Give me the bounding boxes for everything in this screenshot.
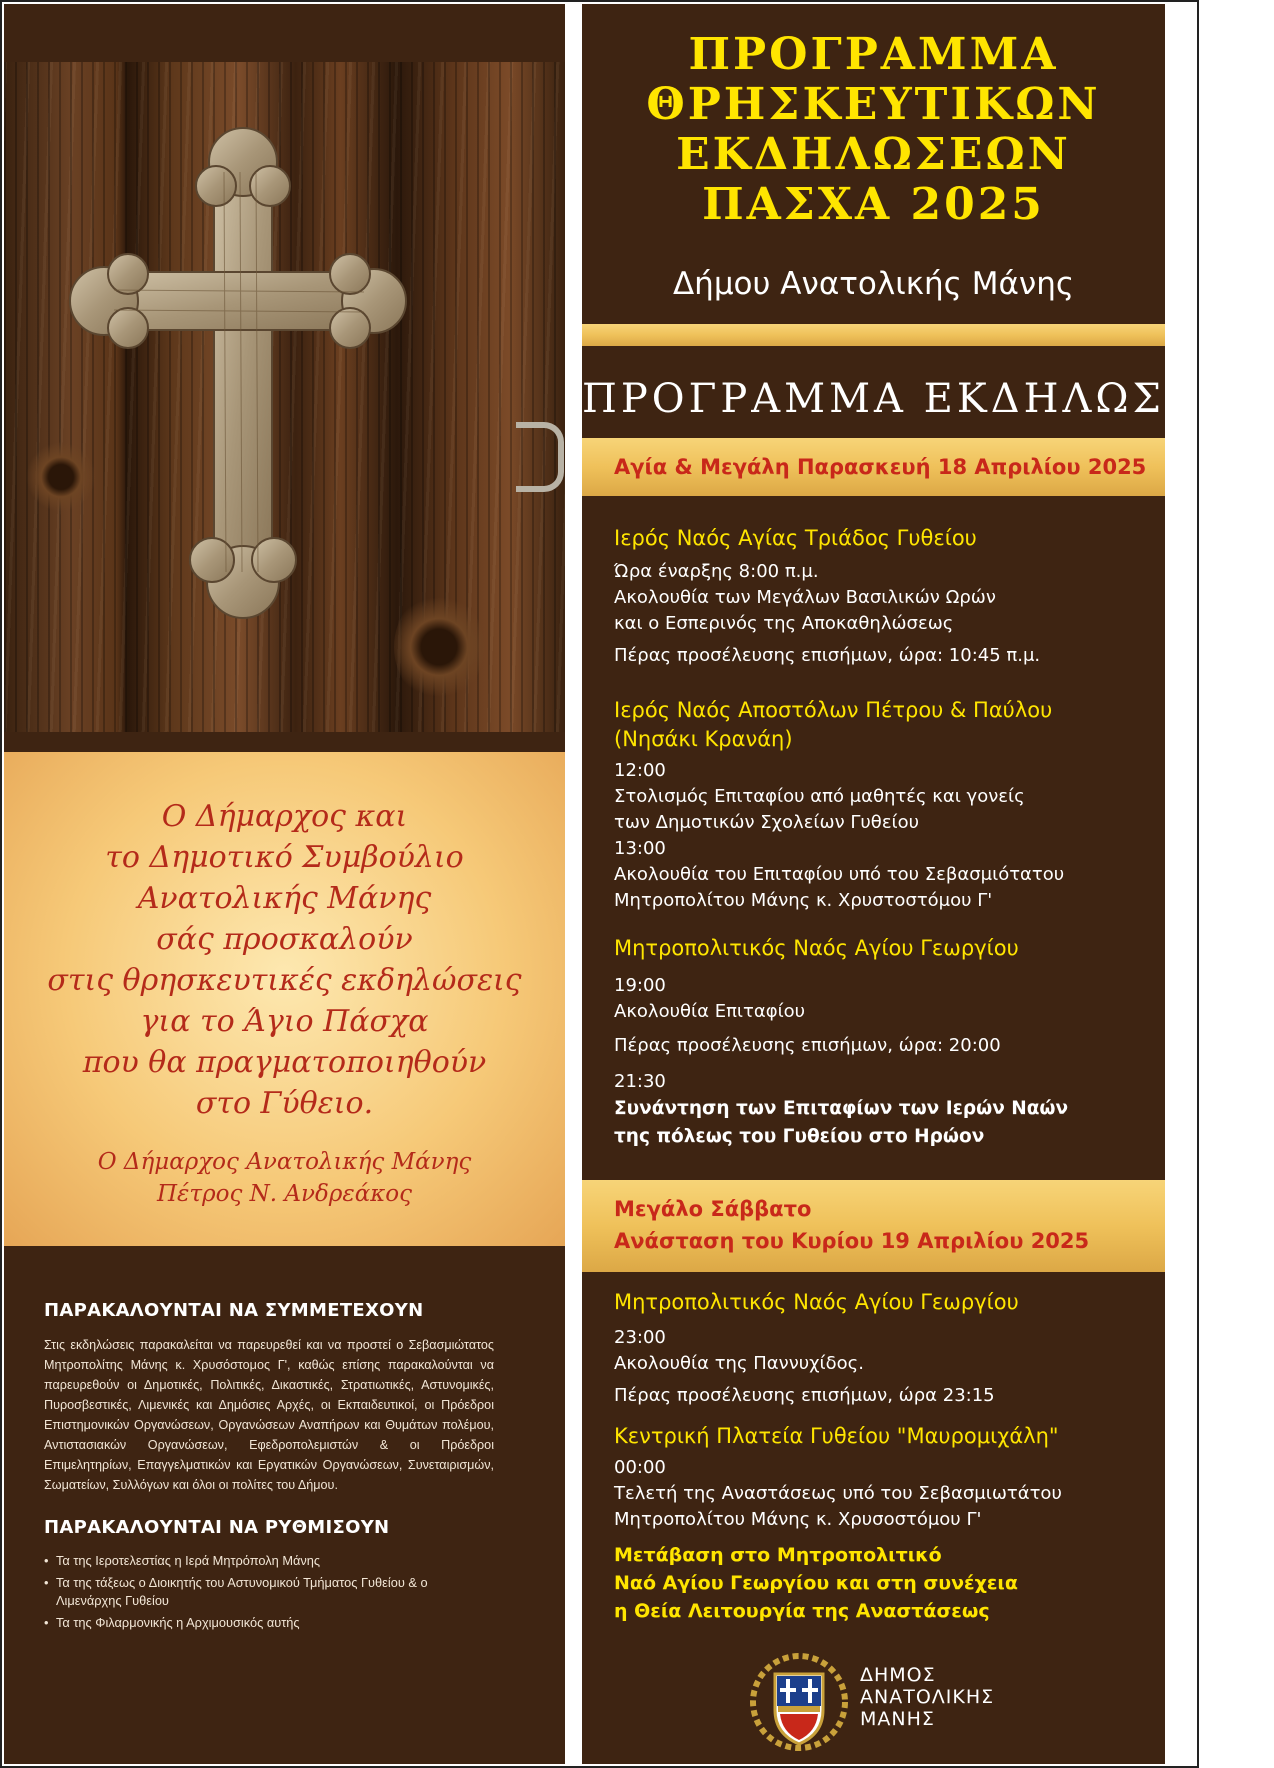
event-line: Μητροπολίτου Μάνης κ. Χρυσοστόμου Γ' [614, 1509, 982, 1530]
church-name: Ιερός Ναός Αποστόλων Πέτρου & Παύλου [614, 698, 1053, 722]
poster-title [582, 30, 1165, 230]
event-block [614, 934, 1154, 1151]
event-line: Τελετή της Αναστάσεως υπό του Σεβασμιωτάτου [614, 1483, 1062, 1504]
municipality-emblem-icon [750, 1652, 848, 1752]
event-line: και ο Εσπερινός της Αποκαθηλώσεως [614, 613, 954, 634]
signature-name: Πέτρος Ν. Ανδρεάκος [156, 1181, 413, 1207]
event-block [614, 524, 1154, 669]
invitation-line: σάς προσκαλούν [156, 922, 413, 957]
participate-heading: ΠΑΡΑΚΑΛΟΥΝΤΑΙ ΝΑ ΣΥΜΜΕΤΕΧΟΥΝ [44, 1300, 424, 1321]
program-title: ΠΡΟΓΡΑΜΜΑ ΕΚΔΗΛΩΣΕΩΝ [582, 376, 1274, 422]
poster-subtitle: Δήμου Ανατολικής Μάνης [672, 266, 1075, 302]
invitation-line: Ανατολικής Μάνης [137, 881, 432, 916]
right-column [582, 4, 1274, 1764]
saturday-label: Ανάσταση του Κυρίου 19 Απριλίου 2025 [614, 1229, 1090, 1253]
list-item: • Τα της Φιλαρμονικής η Αρχιμουσικός αυτής [44, 1614, 494, 1632]
logo-line: ΑΝΑΤΟΛΙΚΗΣ [860, 1686, 995, 1708]
logo-line: ΔΗΜΟΣ [860, 1664, 936, 1686]
event-block [614, 1288, 1154, 1409]
wooden-door-photo [4, 62, 565, 732]
event-highlight: Συνάντηση των Επιταφίων των Ιερών Ναών [614, 1098, 1069, 1119]
event-line: Ακολουθία της Παννυχίδος. [614, 1353, 864, 1374]
participate-text: Στις εκδηλώσεις παρακαλείται να παρευρεθεί και να προστεί ο Σεβασμιώτατος Μητροπολίτης Μάνης κ. Χρυσόστομος Γ', καθώς επίσης παρακαλούνται να παρευρεθούν οι Δημοτικές, Πολιτικές, Δικαστικές, Στρατιωτικές, Αστυνομικές, Πυροσβεστικές, Λιμενικές και Δημόσιες Αρχές, οι Εκπαιδευτικοί, οι Πρόεδροι Επιστημονικών Οργανώσεων, Οργανώσεων Αναπήρων και Θυμάτων πολέμου, Αντιστασιακών Οργανώσεων, Εφεδροπολεμιστών & οι Πρόεδροι Επιμελητηρίων, Επαγγελματικών και Εργατικών Οργανώσεων, Συνεταιρισμών, Σωματείων, Συλλόγων και όλοι οι πολίτες του Δήμου. [44, 1338, 494, 1492]
church-name: Ιερός Ναός Αγίας Τριάδος Γυθείου [614, 526, 977, 550]
wooden-cross-icon [4, 62, 565, 732]
event-time: 00:00 [614, 1457, 666, 1478]
saturday-label: Μεγάλο Σάββατο [614, 1197, 812, 1221]
divider-bar [582, 324, 1165, 346]
church-name: Κεντρική Πλατεία Γυθείου "Μαυρομιχάλη" [614, 1424, 1059, 1448]
invitation-panel [4, 752, 565, 1246]
event-highlight: της πόλεως του Γυθείου στο Ηρώον [614, 1126, 985, 1147]
event-time: 19:00 [614, 975, 666, 996]
event-time: 23:00 [614, 1327, 666, 1348]
event-block [614, 696, 1154, 914]
event-highlight: Μετάβαση στο Μητροπολιτικό [614, 1544, 942, 1566]
event-highlight: η Θεία Λειτουργία της Αναστάσεως [614, 1600, 990, 1622]
list-item: • Τα της τάξεως ο Διοικητής του Αστυνομικού Τμήματος Γυθείου & ο Λιμενάρχης Γυθείου [44, 1574, 494, 1610]
invitation-line: Ο Δήμαρχος και [161, 799, 408, 834]
mayor-signature [4, 1146, 565, 1210]
event-block [614, 1422, 1154, 1625]
invitation-line: στο Γύθειο. [195, 1086, 374, 1121]
event-line: Ώρα έναρξης 8:00 π.μ. [614, 561, 819, 582]
participation-section [44, 1300, 494, 1636]
invitation-line: στις θρησκευτικές εκδηλώσεις [47, 963, 522, 998]
event-line: Ακολουθία των Μεγάλων Βασιλικών Ωρών [614, 587, 996, 608]
list-item: • Τα της Ιεροτελεστίας η Ιερά Μητρόπολη Μάνης [44, 1552, 494, 1570]
logo-line: ΜΑΝΗΣ [860, 1708, 935, 1730]
invitation-text [4, 796, 565, 1124]
church-name: Μητροπολιτικός Ναός Αγίου Γεωργίου [614, 1290, 1019, 1314]
event-line: Πέρας προσέλευσης επισήμων, ώρα: 10:45 π.μ. [614, 645, 1041, 666]
invitation-line: που θα πραγματοποιηθούν [82, 1045, 487, 1080]
invitation-line: για το Άγιο Πάσχα [140, 1004, 429, 1039]
event-highlight: Ναό Αγίου Γεωργίου και στη συνέχεια [614, 1572, 1018, 1594]
event-line: Ακολουθία του Επιταφίου υπό του Σεβασμιότατου [614, 864, 1065, 885]
event-line: Πέρας προσέλευσης επισήμων, ώρα: 20:00 [614, 1035, 1001, 1056]
event-time: 12:00 [614, 760, 666, 781]
event-time: 21:30 [614, 1071, 666, 1092]
arrange-heading: ΠΑΡΑΚΑΛΟΥΝΤΑΙ ΝΑ ΡΥΘΜΙΣΟΥΝ [44, 1517, 390, 1538]
title-line: ΕΚΔΗΛΩΣΕΩΝ [676, 129, 1071, 180]
title-line: ΘΡΗΣΚΕΥΤΙΚΩΝ [646, 79, 1101, 130]
church-location: (Νησάκι Κρανάη) [614, 727, 793, 751]
event-time: 13:00 [614, 838, 666, 859]
event-line: Πέρας προσέλευσης επισήμων, ώρα 23:15 [614, 1385, 995, 1406]
event-line: Ακολουθία Επιταφίου [614, 1001, 806, 1022]
event-line: των Δημοτικών Σχολείων Γυθείου [614, 812, 920, 833]
municipality-name [860, 1664, 994, 1730]
title-line: ΠΑΣΧΑ 2025 [702, 179, 1045, 230]
friday-label: Αγία & Μεγάλη Παρασκευή 18 Απριλίου 2025 [614, 455, 1147, 479]
signature-title: Ο Δήμαρχος Ανατολικής Μάνης [97, 1149, 472, 1175]
title-line: ΠΡΟΓΡΑΜΜΑ [688, 29, 1059, 80]
event-line: Στολισμός Επιταφίου από μαθητές και γονείς [614, 786, 1025, 807]
arrange-list [44, 1552, 494, 1632]
event-line: Μητροπολίτου Μάνης κ. Χρυστοστόμου Γ' [614, 890, 993, 911]
church-name: Μητροπολιτικός Ναός Αγίου Γεωργίου [614, 936, 1019, 960]
invitation-line: το Δημοτικό Συμβούλιο [105, 840, 464, 875]
